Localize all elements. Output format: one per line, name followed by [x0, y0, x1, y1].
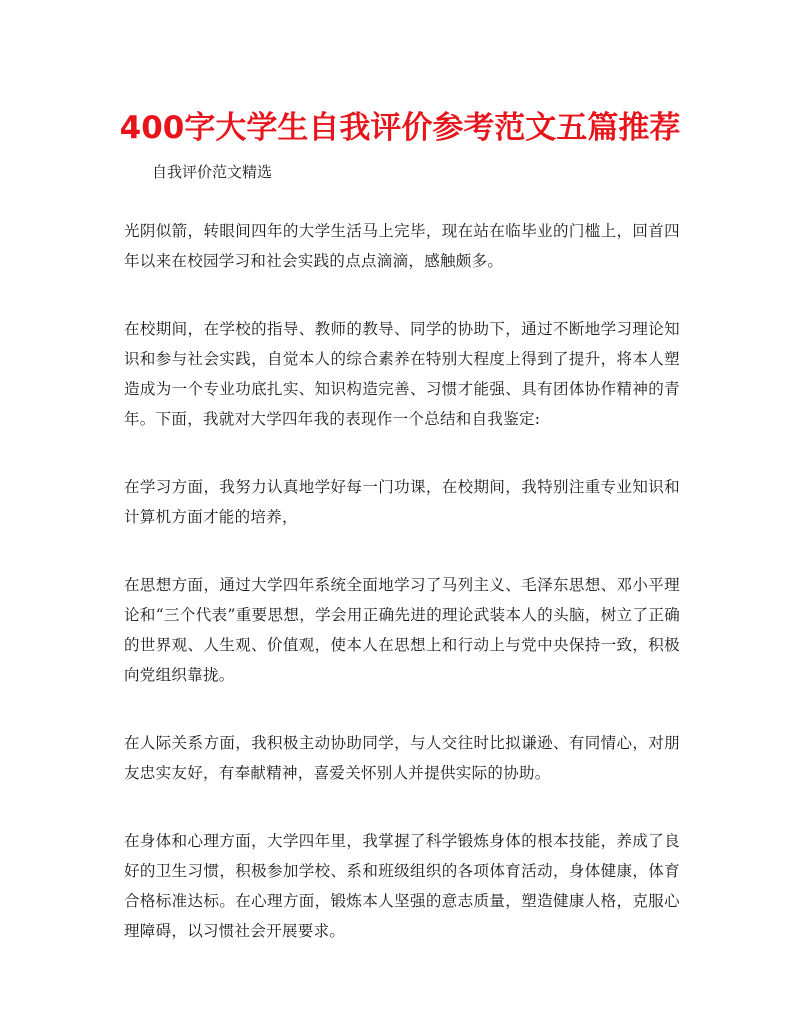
page-title: 400字大学生自我评价参考范文五篇推荐	[119, 110, 681, 146]
paragraph-ideology: 在思想方面，通过大学四年系统全面地学习了马列主义、毛泽东思想、邓小平理论和“三个代表”重要思想，学会用正确先进的理论武装本人的头脑，树立了正确的世界观、人生观、价值观，使本人在思想上和行动上与党中央保持一致，积极向党组织靠拢。	[124, 576, 680, 684]
paragraph-intro: 光阴似箭，转眼间四年的大学生活马上完毕，现在站在临毕业的门槛上，回首四年以来在校园学习和社会实践的点点滴滴，感触颇多。	[124, 222, 680, 270]
paragraph-relationships: 在人际关系方面，我积极主动协助同学，与人交往时比拟谦逊、有同情心，对朋友忠实友好，有奉献精神，喜爱关怀别人并提供实际的协助。	[124, 734, 680, 782]
document-body	[124, 216, 680, 984]
paragraph-health: 在身体和心理方面，大学四年里，我掌握了科学锻炼身体的根本技能，养成了良好的卫生习惯，积极参加学校、系和班级组织的各项体育活动，身体健康，体育合格标准达标。在心理方面，锻炼本人坚强的意志质量，塑造健康人格，克服心理障碍，以习惯社会开展要求。	[124, 832, 680, 940]
paragraph-study: 在学习方面，我努力认真地学好每一门功课，在校期间，我特别注重专业知识和计算机方面才能的培养，	[124, 478, 680, 526]
page-subtitle: 自我评价范文精选	[152, 163, 273, 181]
paragraph-school-period: 在校期间，在学校的指导、教师的教导、同学的协助下，通过不断地学习理论知识和参与社会实践，自觉本人的综合素养在特别大程度上得到了提升，将本人塑造成为一个专业功底扎实、知识构造完善、习惯才能强、具有团体协作精神的青年。下面，我就对大学四年我的表现作一个总结和自我鉴定:	[124, 320, 680, 428]
